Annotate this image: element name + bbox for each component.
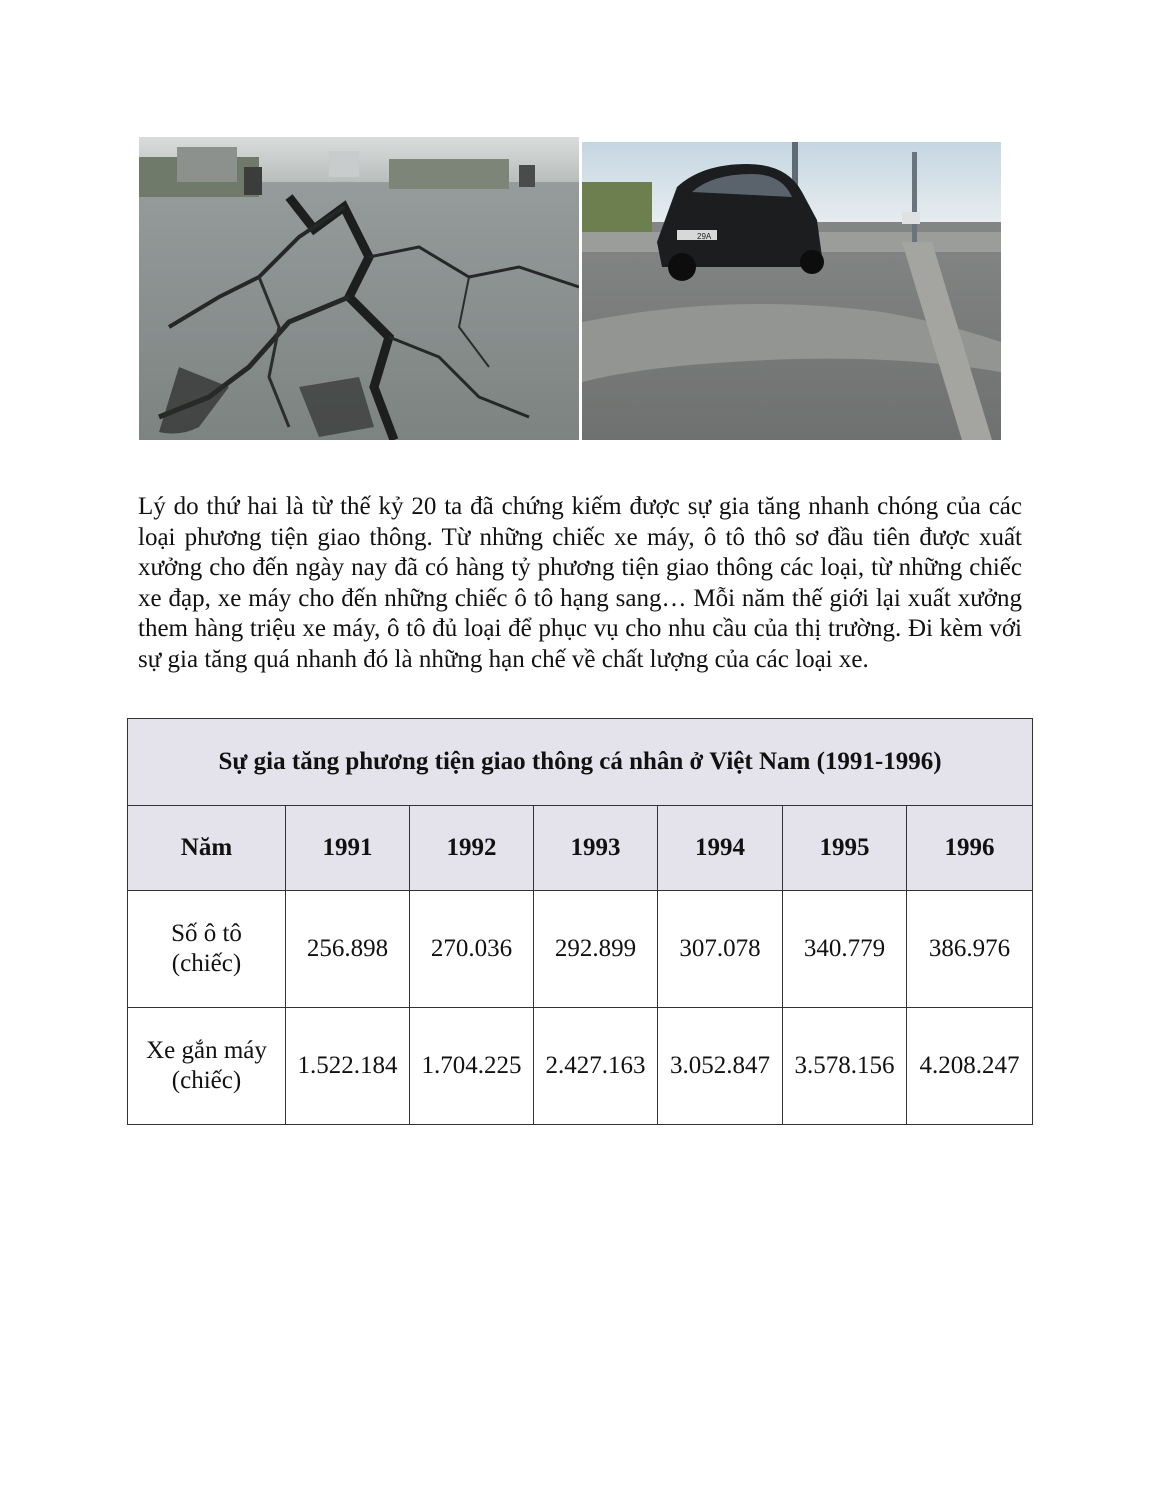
svg-text:29A: 29A: [697, 232, 712, 241]
row-label-line2: (chiếc): [171, 1067, 242, 1094]
table-cell: 307.078: [658, 891, 783, 1008]
table-cell: 270.036: [410, 891, 534, 1008]
header-cell: 1993: [534, 806, 658, 891]
header-cell: 1995: [783, 806, 907, 891]
header-cell: 1992: [410, 806, 534, 891]
table-cell: 3.052.847: [658, 1008, 783, 1125]
header-cell: Năm: [128, 806, 286, 891]
table-cell: 340.779: [783, 891, 907, 1008]
body-paragraph: Lý do thứ hai là từ thế kỷ 20 ta đã chứng kiếm được sự gia tăng nhanh chóng của các loại phương tiện giao thông. Từ những chiếc xe máy, ô tô thô sơ đầu tiên được xuất xưởng cho đến ngày nay đã có hàng tỷ phương tiện giao thông các loại, từ những chiếc xe đạp, xe máy cho đến những chiếc ô tô hạng sang… Mỗi năm thế giới lại xuất xưởng them hàng triệu xe máy, ô tô đủ loại để phục vụ cho nhu cầu của thị trường. Đi kèm với sự gia tăng quá nhanh đó là những hạn chế về chất lượng của các loại xe.: [138, 493, 1022, 673]
table-cell: 1.704.225: [410, 1008, 534, 1125]
row-label-line2: (chiếc): [171, 950, 242, 977]
table-cell: 4.208.247: [907, 1008, 1033, 1125]
table-row: [128, 1008, 1033, 1125]
row-label: [128, 1008, 286, 1125]
table-cell: 1.522.184: [286, 1008, 410, 1125]
table-cell: 386.976: [907, 891, 1033, 1008]
row-label-line1: Xe gắn máy: [146, 1037, 267, 1064]
table-header-row: [128, 806, 1033, 891]
row-label-line1: Số ô tô: [171, 920, 242, 947]
cracked-road-photo: [139, 137, 579, 440]
vehicle-growth-table: [127, 718, 1033, 1125]
table-cell: 3.578.156: [783, 1008, 907, 1125]
row-label: [128, 891, 286, 1008]
rutted-road-car-photo: [582, 142, 1001, 440]
header-cell: 1994: [658, 806, 783, 891]
header-cell: 1996: [907, 806, 1033, 891]
table-title: Sự gia tăng phương tiện giao thông cá nhân ở Việt Nam (1991-1996): [128, 719, 1033, 806]
table-cell: 2.427.163: [534, 1008, 658, 1125]
table-row: [128, 891, 1033, 1008]
header-cell: 1991: [286, 806, 410, 891]
table-cell: 256.898: [286, 891, 410, 1008]
table-cell: 292.899: [534, 891, 658, 1008]
